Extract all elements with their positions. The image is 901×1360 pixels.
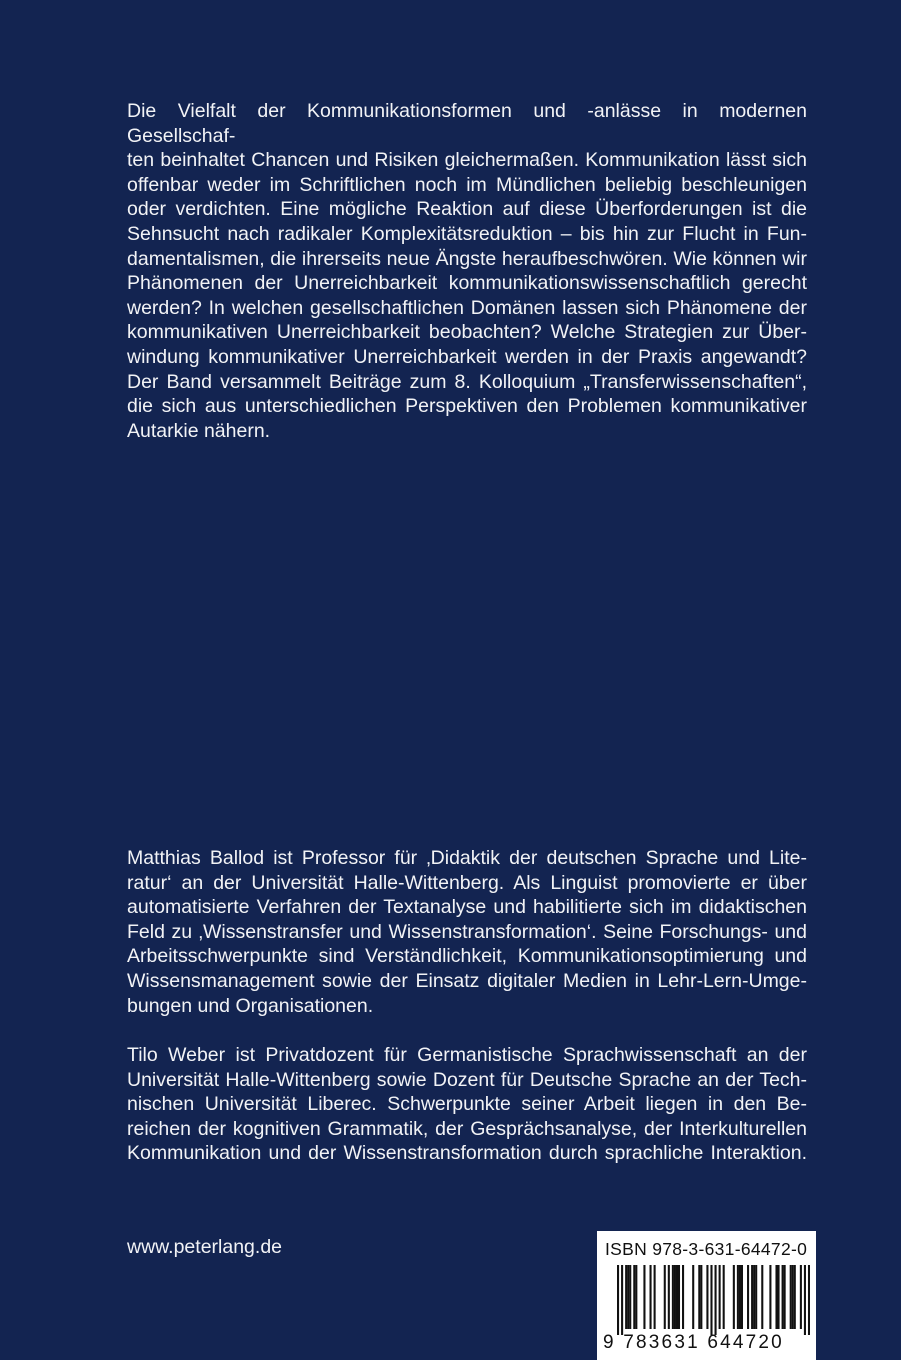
bio-line: Kommunikation und der Wissenstransformation durch sprachliche Interaktion.: [127, 1142, 807, 1165]
blurb-line: windung kommunikativer Unerreichbarkeit werden in der Praxis angewandt?: [127, 345, 807, 368]
barcode-bar: [737, 1265, 739, 1329]
blurb-line: Sehnsucht nach radikaler Komplexitätsreduktion – bis hin zur Flucht in Fun-: [127, 222, 807, 245]
barcode-bar: [700, 1265, 702, 1329]
barcode-bar: [650, 1265, 652, 1329]
barcode-bar: [633, 1265, 635, 1329]
barcode-bar: [739, 1265, 741, 1329]
barcode-bar: [617, 1265, 619, 1335]
blurb-line: Autarkie nähern.: [127, 419, 271, 442]
barcode-bar: [775, 1265, 777, 1329]
barcode-bar: [794, 1265, 796, 1329]
isbn-digits: 9 783631 644720: [603, 1332, 784, 1353]
barcode-bar: [710, 1265, 712, 1335]
bio-line: Wissensmanagement sowie der Einsatz digitaler Medien in Lehr-Lern-Umge-: [127, 969, 807, 992]
bio-line: bungen und Organisationen.: [127, 994, 374, 1017]
blurb-line: werden? In welchen gesellschaftlichen Domänen lassen sich Phänomene der: [127, 296, 807, 319]
blurb-line: Phänomenen der Unerreichbarkeit kommunikationswissenschaftlich gerecht: [127, 272, 807, 295]
blurb-line: offenbar weder im Schriftlichen noch im Mündlichen beliebig beschleunigen: [127, 173, 807, 196]
barcode-bar: [792, 1265, 794, 1329]
bio-line: Matthias Ballod ist Professor für ‚Didaktik der deutschen Sprache und Lite-: [127, 847, 807, 869]
barcode-bar: [674, 1265, 676, 1329]
bio-line: Arbeitsschwerpunkte sind Verständlichkeit, Kommunikationsoptimierung und: [127, 945, 807, 968]
barcode-bar: [733, 1265, 735, 1329]
barcode: [603, 1265, 810, 1335]
barcode-bar: [629, 1265, 631, 1329]
barcode-bar: [751, 1265, 753, 1329]
barcode-bar: [747, 1265, 749, 1329]
barcode-bar: [668, 1265, 670, 1329]
barcode-bar: [715, 1265, 717, 1335]
barcode-bar: [741, 1265, 743, 1329]
bio-line: automatisierte Verfahren der Textanalyse und habilitierte sich im didaktischen: [127, 896, 807, 919]
blurb-line: ten beinhaltet Chancen und Risiken gleichermaßen. Kommunikation lässt sich: [127, 149, 807, 172]
book-blurb: [127, 99, 807, 443]
barcode-bar: [753, 1265, 755, 1329]
barcode-bar: [654, 1265, 656, 1329]
barcode-bar: [678, 1265, 680, 1329]
barcode-bar: [698, 1265, 700, 1329]
barcode-bar: [682, 1265, 684, 1329]
barcode-bar: [777, 1265, 779, 1329]
barcode-bar: [676, 1265, 678, 1329]
barcode-bar: [755, 1265, 757, 1329]
barcode-bar: [635, 1265, 637, 1329]
author-bio-weber: [127, 1043, 807, 1166]
bio-line: Feld zu ‚Wissenstransfer und Wissenstransformation‘. Seine Forschungs- und: [127, 920, 807, 943]
blurb-line: Die Vielfalt der Kommunikationsformen und -anlässe in modernen Gesellschaf-: [127, 100, 807, 147]
barcode-bar: [621, 1265, 623, 1335]
barcode-bar: [625, 1265, 627, 1329]
isbn-label: ISBN 978-3-631-64472-0: [605, 1239, 808, 1259]
barcode-bar: [800, 1265, 802, 1329]
barcode-bar: [782, 1265, 784, 1329]
barcode-bar: [769, 1265, 771, 1329]
bio-line: nischen Universität Liberec. Schwerpunkte seiner Arbeit liegen in den Be-: [127, 1093, 807, 1116]
bio-line: ratur‘ an der Universität Halle-Wittenberg. Als Linguist promovierte er über: [127, 871, 807, 894]
bio-line: Universität Halle-Wittenberg sowie Dozent für Deutsche Sprache an der Tech-: [127, 1068, 807, 1091]
bio-line: reichen der kognitiven Grammatik, der Gesprächsanalyse, der Interkulturellen: [127, 1117, 807, 1140]
isbn-barcode-box: [597, 1231, 816, 1360]
barcode-bar: [719, 1265, 721, 1329]
blurb-line: oder verdichten. Eine mögliche Reaktion auf diese Überforderungen ist die: [127, 198, 807, 221]
barcode-bar: [672, 1265, 674, 1329]
blurb-line: kommunikativen Unerreichbarkeit beobachten? Welche Strategien zur Über-: [127, 321, 807, 344]
barcode-bar: [643, 1265, 645, 1329]
bio-line: Tilo Weber ist Privatdozent für Germanistische Sprachwissenschaft an der: [127, 1044, 807, 1066]
barcode-bar: [723, 1265, 725, 1329]
barcode-bar: [790, 1265, 792, 1329]
blurb-line: Der Band versammelt Beiträge zum 8. Kolloquium „Transferwissenschaften“,: [127, 370, 807, 393]
blurb-line: die sich aus unterschiedlichen Perspektiven den Problemen kommunikativer: [127, 395, 807, 418]
author-bio-ballod: [127, 846, 807, 1018]
blurb-line: damentalismen, die ihrerseits neue Ängste heraufbeschwören. Wie können wir: [127, 247, 807, 270]
barcode-bar: [664, 1265, 666, 1329]
barcode-bar: [761, 1265, 763, 1329]
barcode-bar: [706, 1265, 708, 1329]
barcode-bar: [808, 1265, 810, 1335]
barcode-bar: [692, 1265, 694, 1329]
publisher-website[interactable]: www.peterlang.de: [127, 1236, 283, 1258]
barcode-bar: [784, 1265, 786, 1329]
barcode-bar: [627, 1265, 629, 1329]
barcode-bar: [804, 1265, 806, 1335]
